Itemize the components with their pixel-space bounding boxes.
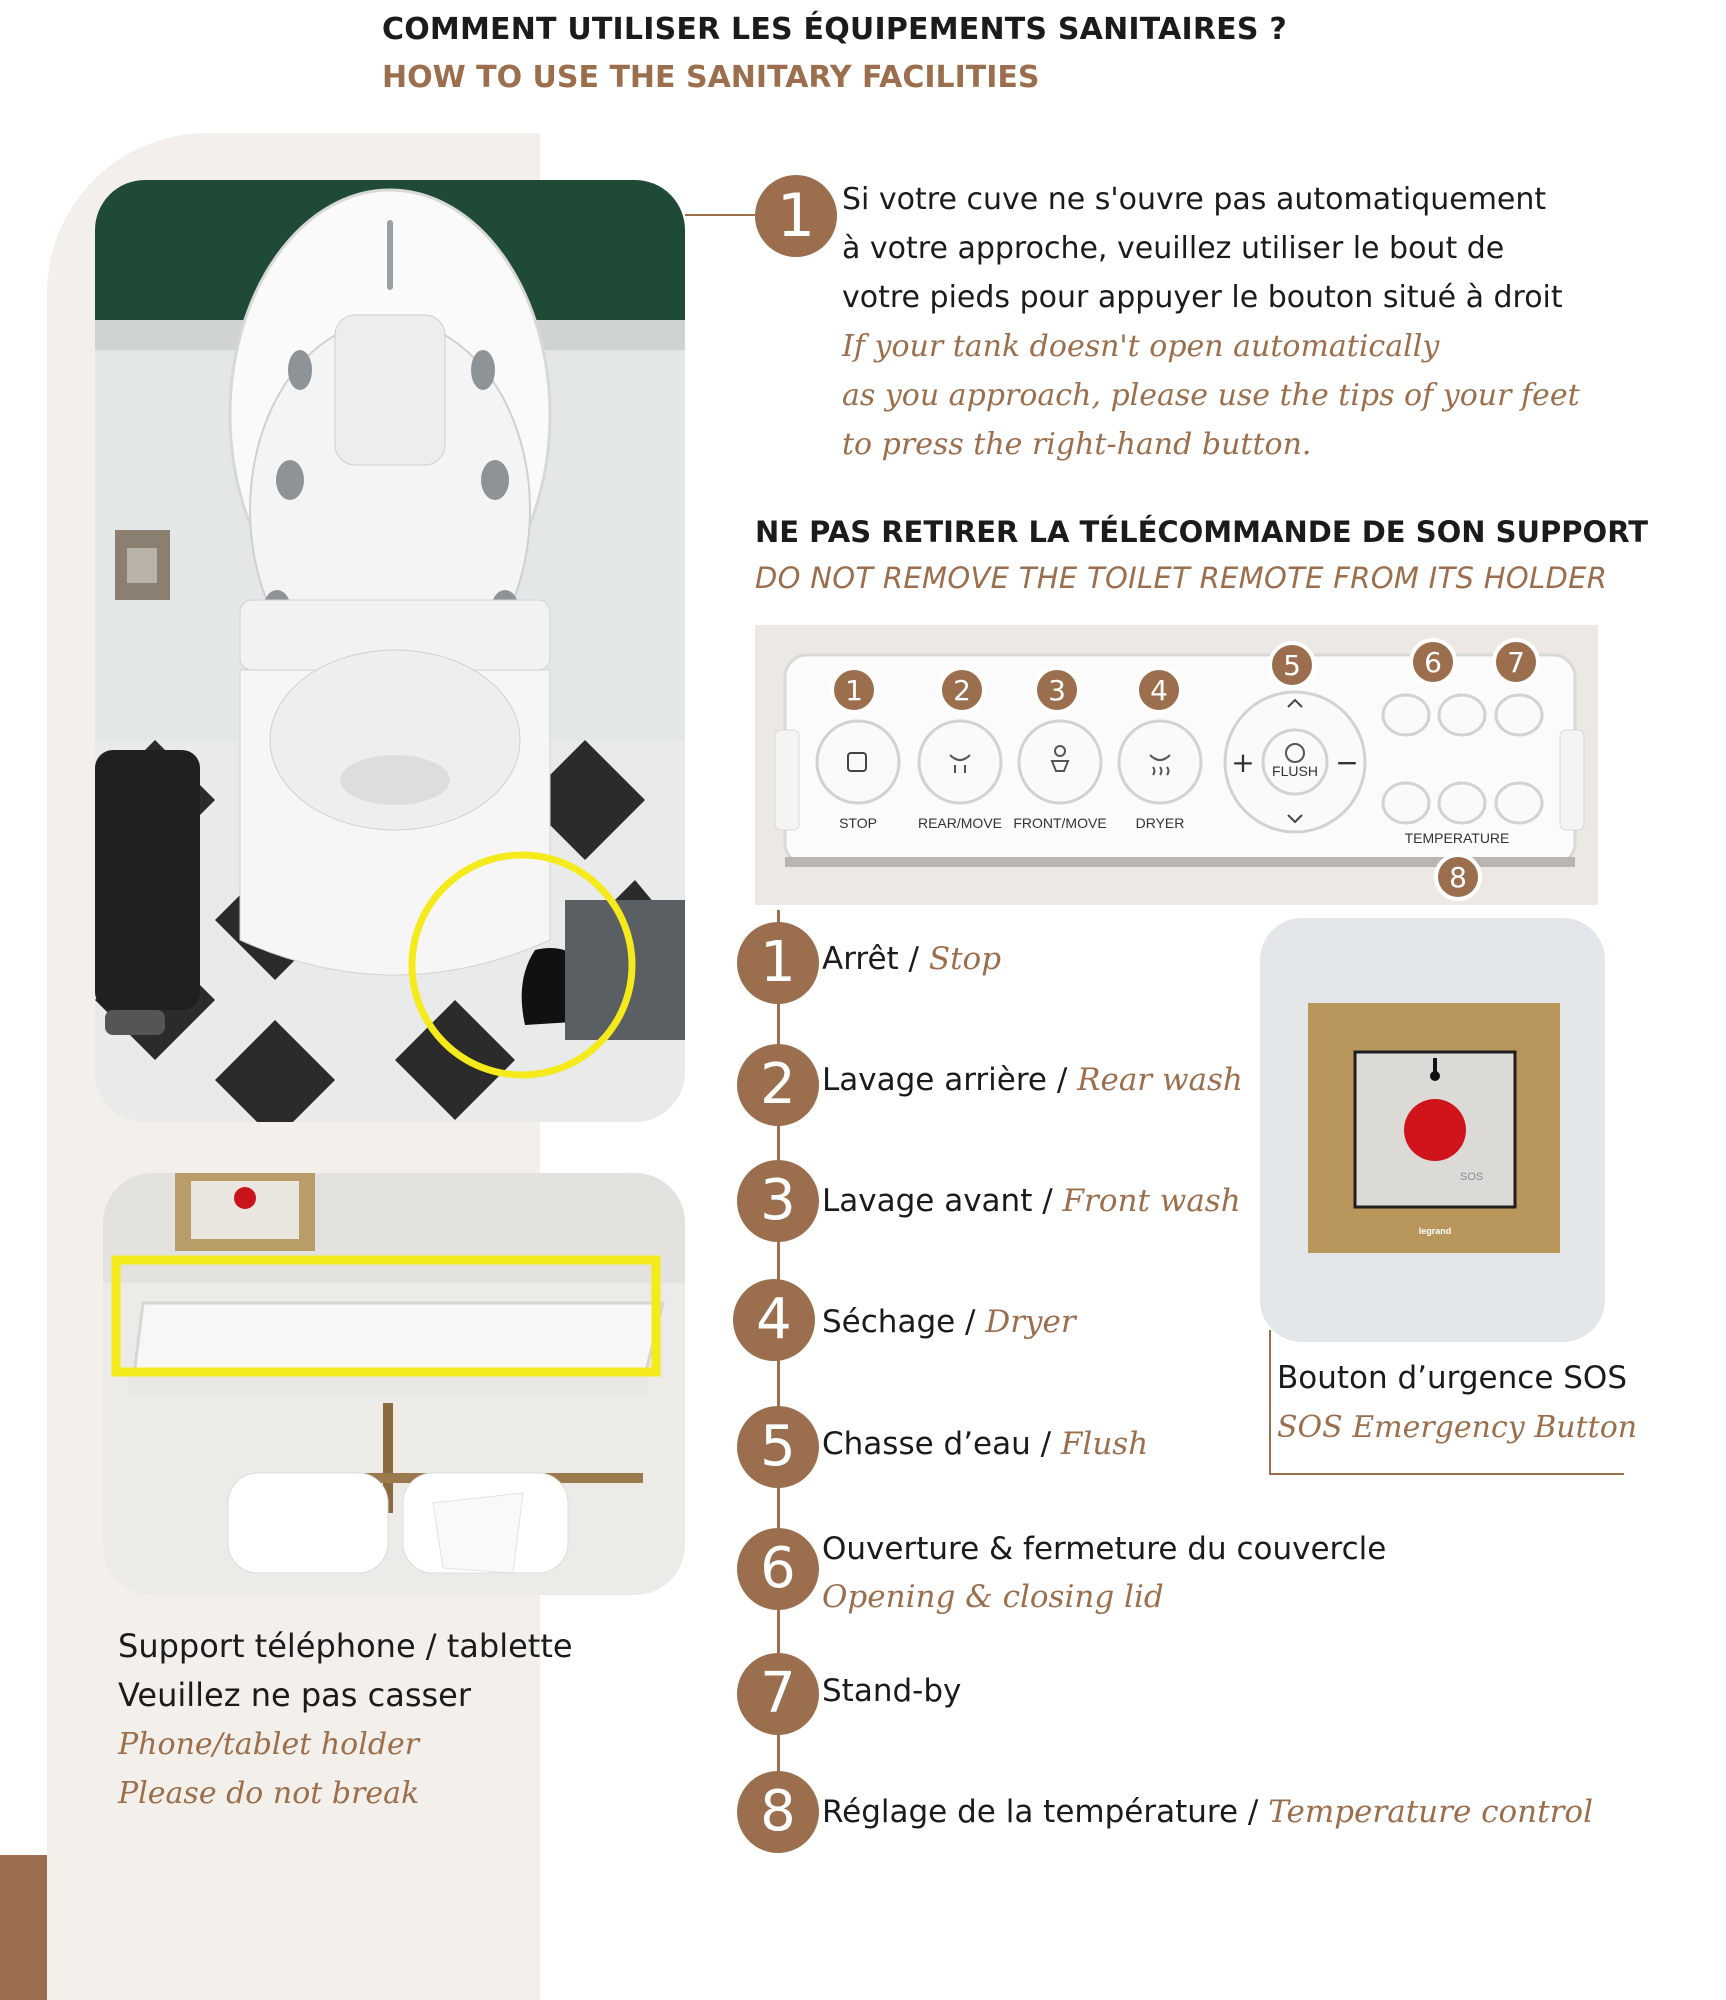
holder-en-line: Phone/tablet holder	[118, 1727, 420, 1762]
function-fr: Réglage de la température	[822, 1794, 1239, 1830]
separator: /	[1030, 1426, 1061, 1462]
page-title-en: HOW TO USE THE SANITARY FACILITIES	[382, 60, 1040, 95]
function-item-lid	[822, 1525, 1386, 1621]
warning-fr: NE PAS RETIRER LA TÉLÉCOMMANDE DE SON SUPPORT	[755, 515, 1649, 549]
function-badge-2: 2	[737, 1044, 819, 1126]
function-item-front-wash	[822, 1177, 1241, 1225]
function-badge-5: 5	[737, 1406, 819, 1488]
side-accent-bar	[0, 1855, 47, 2000]
function-item-rear-wash	[822, 1056, 1243, 1104]
remote-number: 2	[953, 674, 971, 707]
remote-number: 3	[1048, 674, 1066, 707]
separator: /	[1238, 1794, 1269, 1830]
function-en: Front wash	[1062, 1183, 1241, 1219]
function-en: Rear wash	[1077, 1062, 1243, 1098]
sos-label-en: SOS Emergency Button	[1277, 1410, 1638, 1445]
function-en: Dryer	[985, 1304, 1076, 1340]
function-item-temperature	[822, 1788, 1593, 1836]
step1-fr-line: Si votre cuve ne s'ouvre pas automatiquement	[842, 182, 1547, 217]
sos-brand: legrand	[1418, 1226, 1452, 1236]
function-item-flush	[822, 1420, 1148, 1468]
sos-panel-text: SOS	[1460, 1171, 1484, 1183]
step1-en-line: If your tank doesn't open automatically	[842, 329, 1440, 364]
page-title-fr: COMMENT UTILISER LES ÉQUIPEMENTS SANITAIRES ?	[382, 12, 1287, 47]
remote-label-rear: REAR/MOVE	[917, 815, 1003, 831]
remote-number: 8	[1449, 861, 1467, 894]
function-item-standby	[822, 1667, 961, 1715]
function-fr: Séchage	[822, 1304, 956, 1340]
holder-fr-line: Veuillez ne pas casser	[118, 1676, 471, 1714]
remote-number: 4	[1150, 674, 1168, 707]
remote-number: 7	[1507, 646, 1525, 679]
remote-number: 6	[1424, 646, 1442, 679]
sos-label-fr: Bouton d’urgence SOS	[1277, 1360, 1628, 1396]
remote-minus: −	[1335, 746, 1359, 779]
function-badge-1: 1	[737, 922, 819, 1004]
function-item-stop	[822, 935, 1001, 983]
step1-leader-line	[685, 214, 755, 216]
warning-en: DO NOT REMOVE THE TOILET REMOTE FROM ITS HOLDER	[755, 561, 1608, 595]
sos-frame-line	[1269, 1473, 1624, 1475]
step1-instructions	[842, 175, 1580, 469]
function-badge-7: 7	[737, 1653, 819, 1735]
step1-badge: 1	[755, 175, 837, 257]
separator: /	[955, 1304, 986, 1340]
function-fr: Lavage avant	[822, 1183, 1033, 1219]
phone-holder-caption	[118, 1622, 573, 1818]
function-en: Opening & closing lid	[822, 1579, 1164, 1615]
function-fr: Ouverture & fermeture du couvercle	[822, 1531, 1387, 1567]
function-en: Stop	[928, 941, 1002, 977]
function-badge-8: 8	[737, 1771, 819, 1853]
separator: /	[1032, 1183, 1063, 1219]
step1-en-line: as you approach, please use the tips of your feet	[842, 378, 1580, 413]
function-badge-6: 6	[737, 1528, 819, 1610]
function-badge-4: 4	[733, 1279, 815, 1361]
remote-label-stop: STOP	[839, 815, 877, 831]
holder-fr-line: Support téléphone / tablette	[118, 1627, 573, 1665]
function-en: Temperature control	[1268, 1794, 1593, 1830]
sos-frame-line	[1269, 1330, 1271, 1475]
step1-en-line: to press the right-hand button.	[842, 427, 1312, 462]
function-en: Flush	[1060, 1426, 1149, 1462]
phone-holder-photo	[103, 1173, 685, 1595]
function-item-dryer	[822, 1298, 1076, 1346]
toilet-photo	[95, 180, 685, 1122]
remote-label-temperature: TEMPERATURE	[1404, 830, 1510, 846]
remote-plus: +	[1231, 746, 1255, 779]
function-fr: Stand-by	[822, 1673, 962, 1709]
step1-fr-line: à votre approche, veuillez utiliser le bout de	[842, 231, 1505, 266]
remote-label-dryer: DRYER	[1135, 815, 1185, 831]
remote-photo	[755, 625, 1598, 905]
separator: /	[1046, 1062, 1078, 1098]
sos-button-photo	[1260, 918, 1605, 1342]
remote-label-front: FRONT/MOVE	[1013, 815, 1107, 831]
remote-number: 1	[845, 674, 863, 707]
remote-label-flush: FLUSH	[1272, 763, 1318, 779]
step1-fr-line: votre pieds pour appuyer le bouton situé à droit	[842, 280, 1563, 315]
function-badge-3: 3	[737, 1160, 819, 1242]
remote-number: 5	[1283, 649, 1301, 682]
function-fr: Chasse d’eau	[822, 1426, 1031, 1462]
holder-en-line: Please do not break	[118, 1776, 420, 1811]
function-fr: Lavage arrière	[822, 1062, 1047, 1098]
function-fr: Arrêt	[822, 941, 899, 977]
separator: /	[898, 941, 929, 977]
